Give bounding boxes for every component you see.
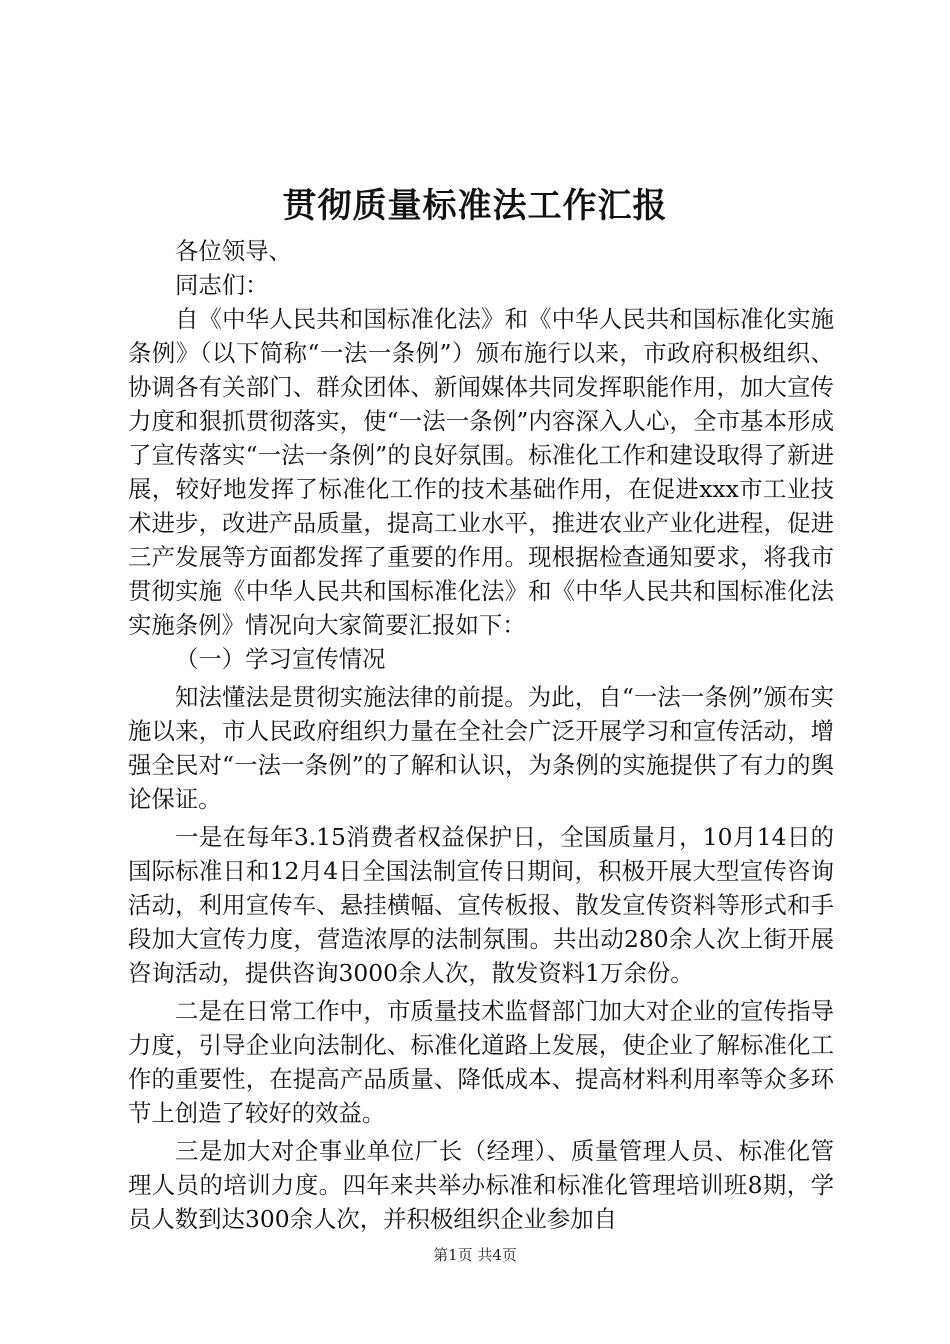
paragraph-point-one: 一是在每年3.15消费者权益保护日，全国质量月，10月14日的国际标准日和12月4日全国法制宣传日期间，积极开展大型宣传咨询活动，利用宣传车、悬挂横幅、宣传板报、散发宣传资料等形式和手段加大宣传力度，营造浓厚的法制氛围。共出动280余人次上街开展咨询活动，提供咨询3000余人次，散发资料1万余份。 — [128, 823, 834, 987]
page-footer: 第1页 共4页 — [433, 1246, 517, 1264]
document-body — [128, 234, 834, 1236]
paragraph-point-three: 三是加大对企事业单位厂长（经理）、质量管理人员、标准化管理人员的培训力度。四年来共举办标准和标准化管理培训班8期，学员人数到达300余人次，并积极组织企业参加自 — [128, 1137, 834, 1233]
salutation-leaders: 各位领导、 — [175, 237, 292, 265]
section-heading-1: （一）学习宣传情况 — [175, 645, 386, 673]
paragraph-legal-awareness: 知法懂法是贯彻实施法律的前提。为此，自“一法一条例”颁布实施以来，市人民政府组织力量在全社会广泛开展学习和宣传活动，增强全民对“一法一条例”的了解和认识，为条例的实施提供了有力的舆论保证。 — [128, 683, 834, 813]
salutation-comrades: 同志们： — [175, 271, 269, 299]
paragraph-point-two: 二是在日常工作中，市质量技术监督部门加大对企业的宣传指导力度，引导企业向法制化、标准化道路上发展，使企业了解标准化工作的重要性，在提高产品质量、降低成本、提高材料利用率等众多环节上创造了较好的效益。 — [128, 997, 834, 1127]
document-title: 贯彻质量标准法工作汇报 — [282, 186, 668, 226]
intro-paragraph: 自《中华人民共和国标准化法》和《中华人民共和国标准化实施条例》（以下简称“一法一条例”）颁布施行以来，市政府积极组织、协调各有关部门、群众团体、新闻媒体共同发挥职能作用，加大宣传力度和狠抓贯彻落实，使“一法一条例”内容深入人心，全市基本形成了宣传落实“一法一条例”的良好氛围。标准化工作和建设取得了新进展，较好地发挥了标准化工作的技术基础作用，在促进xxx市工业技术进步，改进产品质量，提高工业水平，推进农业产业化进程，促进三产发展等方面都发挥了重要的作用。现根据检查通知要求，将我市贯彻实施《中华人民共和国标准化法》和《中华人民共和国标准化法实施条例》情况向大家简要汇报如下： — [128, 305, 834, 639]
